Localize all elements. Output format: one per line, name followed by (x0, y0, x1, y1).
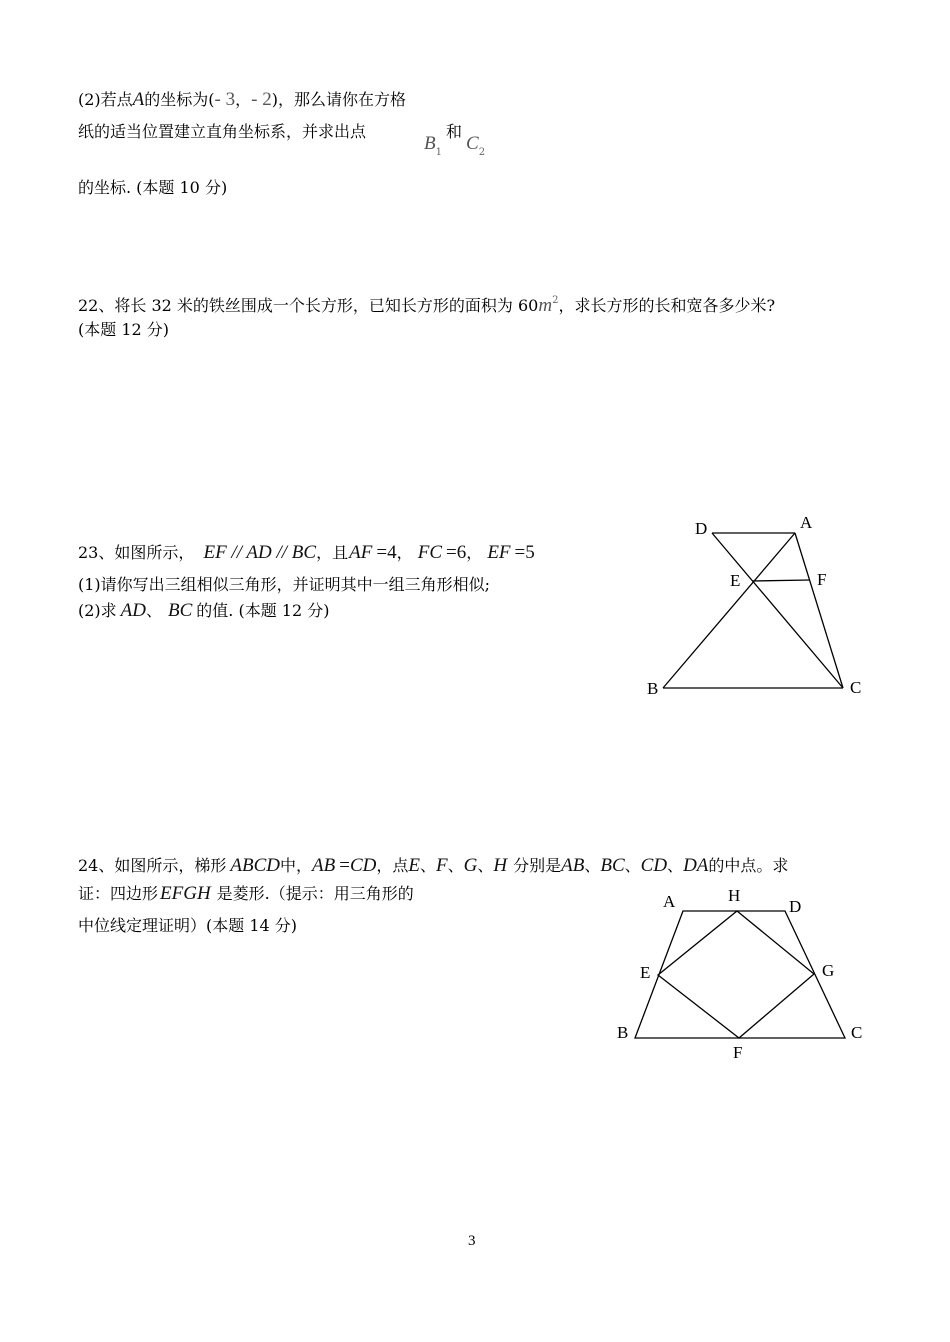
q22-line-1 (78, 291, 775, 316)
coord-x: - 3 (214, 89, 236, 110)
coord-y: - 2 (251, 89, 272, 110)
q24-text: 证：四边形 (78, 884, 159, 903)
label-b: B (617, 1023, 629, 1042)
cd-var: CD (640, 855, 668, 876)
label-a: A (663, 892, 676, 911)
point-c-sub: 2 (478, 147, 486, 158)
q24-text: 、 (477, 856, 494, 875)
af-var: AF (349, 542, 373, 563)
ab-var: AB (561, 855, 585, 876)
segment-ab (663, 533, 795, 688)
abcd-var: ABCD (230, 855, 280, 876)
label-e: E (730, 571, 741, 590)
q23-figure (640, 505, 880, 705)
rhombus-efgh (658, 911, 814, 1038)
q23-line-3 (78, 601, 330, 621)
q21-point-c2 (466, 134, 485, 163)
parallel-expr: EF // AD // BC (203, 542, 317, 563)
q22-text: (本题 12 分) (78, 320, 170, 339)
q21-text: 的坐标为( (144, 90, 215, 109)
q24-line-3 (78, 916, 297, 936)
q24-text: 中， (279, 856, 312, 875)
unit-m: m (538, 295, 553, 316)
q21-and (446, 122, 462, 142)
label-f: F (817, 570, 827, 589)
q24-line-1 (78, 856, 788, 876)
q21-text: 的坐标. (本题 10 分) (78, 178, 228, 197)
q21-line-3 (78, 178, 227, 198)
ab-var: AB (312, 855, 336, 876)
label-h: H (728, 886, 741, 905)
q24-line-2 (78, 884, 414, 904)
q24-text: 、 (624, 856, 641, 875)
q24-text: 、 (584, 856, 601, 875)
ef-var: EF (487, 542, 511, 563)
q23-line-2 (78, 575, 490, 595)
point-a-var: A (132, 89, 145, 110)
label-a: A (800, 513, 813, 532)
label-c: C (850, 678, 862, 697)
point-b-sub: 1 (435, 147, 442, 158)
q22-text: ，求长方形的长和宽各多少米? (558, 296, 776, 315)
bc-var: BC (168, 600, 193, 621)
h-var: H (493, 855, 508, 876)
q21-text: ， (235, 90, 252, 109)
q22-text: 22、将长 32 米的铁丝围成一个长方形，已知长方形的面积为 60 (78, 296, 539, 315)
ad-var: AD (120, 600, 146, 621)
q22-line-2 (78, 320, 169, 340)
efgh-var: EFGH (160, 883, 211, 904)
q24-figure (610, 880, 880, 1065)
fc-var: FC (417, 542, 442, 563)
q24-text: 24、如图所示，梯形 (78, 856, 227, 875)
q24-text: 的中点。求 (708, 856, 789, 875)
point-c-var: C (466, 133, 479, 154)
cd-var: CD (349, 855, 377, 876)
unit-sup: 2 (552, 295, 559, 306)
segment-ac (795, 533, 843, 688)
q23-text: 、 (146, 601, 163, 620)
q21-line-2 (78, 122, 366, 142)
equals: = (339, 855, 350, 876)
q21-text: 纸的适当位置建立直角坐标系，并求出点 (78, 122, 367, 141)
bc-var: BC (600, 855, 625, 876)
label-f: F (733, 1043, 743, 1062)
e-var: E (408, 855, 420, 876)
q24-text: 、 (419, 856, 436, 875)
q21-text: (2)若点 (78, 90, 133, 109)
f-var: F (435, 855, 448, 876)
q21-text: 和 (446, 122, 463, 141)
g-var: G (463, 855, 478, 876)
q24-text: 、 (447, 856, 464, 875)
segment-dc (712, 533, 843, 688)
q24-text: 分别是 (513, 856, 562, 875)
label-d: D (789, 897, 802, 916)
label-d: D (695, 519, 708, 538)
label-b: B (647, 679, 659, 698)
page-number: 3 (468, 1233, 476, 1249)
q24-text: 中位线定理证明）(本题 14 分) (78, 916, 298, 935)
segment-ef (752, 580, 810, 581)
q24-text: 是菱形.（提示：用三角形的 (216, 884, 414, 903)
q23-text: 的值. (本题 12 分) (196, 601, 330, 620)
af-value: =4 (376, 542, 397, 563)
label-c: C (851, 1023, 863, 1042)
q24-text: 、 (667, 856, 684, 875)
q23-text: (1)请你写出三组相似三角形，并证明其中一组三角形相似; (78, 575, 491, 594)
q23-text: ， (466, 543, 483, 562)
fc-value: =6 (446, 542, 467, 563)
q24-text: ，点 (376, 856, 409, 875)
point-b-var: B (424, 133, 436, 154)
q23-line-1 (78, 543, 535, 563)
ef-value: =5 (514, 542, 535, 563)
q23-text: ， (396, 543, 413, 562)
q21-point-b1 (424, 134, 442, 163)
q23-text: ，且 (316, 543, 349, 562)
label-e: E (640, 963, 651, 982)
q23-text: 23、如图所示， (78, 543, 195, 562)
label-g: G (822, 961, 835, 980)
q23-text: (2)求 (78, 601, 117, 620)
da-var: DA (683, 855, 709, 876)
q21-line-1 (78, 90, 406, 110)
q21-text: )，那么请你在方格 (271, 90, 406, 109)
